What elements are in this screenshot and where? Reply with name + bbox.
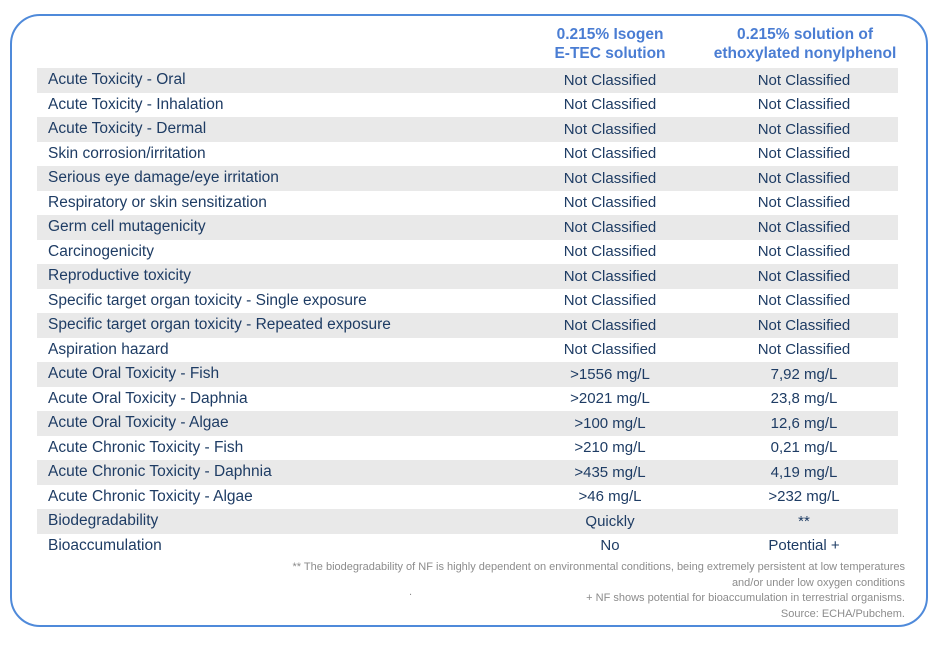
table-row: [37, 534, 898, 559]
row-value-isogen: Not Classified: [563, 292, 657, 310]
row-label: Acute Chronic Toxicity - Algae: [48, 487, 253, 505]
column-header-nonylphenol-line1: 0.215% solution of: [736, 26, 874, 43]
row-value-nonylphenol: 12,6 mg/L: [770, 414, 838, 432]
row-value-isogen: Quickly: [585, 512, 635, 530]
table-row: [37, 509, 898, 534]
row-value-isogen: Not Classified: [563, 243, 657, 261]
table-row: [37, 411, 898, 436]
row-label: Biodegradability: [48, 512, 159, 530]
row-value-isogen: Not Classified: [563, 120, 657, 138]
row-value-nonylphenol: 0,21 mg/L: [770, 439, 838, 457]
table-row: [37, 166, 898, 191]
row-value-nonylphenol: **: [798, 512, 810, 530]
row-value-nonylphenol: Not Classified: [757, 120, 851, 138]
row-value-nonylphenol: Not Classified: [757, 145, 851, 163]
table-row: [37, 289, 898, 314]
row-label: Respiratory or skin sensitization: [48, 193, 267, 211]
row-label: Acute Toxicity - Inhalation: [48, 95, 224, 113]
footnote-bioaccumulation: + NF shows potential for bioaccumulation in terrestrial organisms.: [586, 592, 905, 604]
row-value-nonylphenol: 7,92 mg/L: [770, 365, 838, 383]
row-value-nonylphenol: Not Classified: [757, 267, 851, 285]
row-value-nonylphenol: Not Classified: [757, 194, 851, 212]
table-row: [37, 313, 898, 338]
row-value-isogen: Not Classified: [563, 169, 657, 187]
stray-period-mark: .: [409, 586, 413, 598]
row-label: Acute Toxicity - Oral: [48, 71, 186, 89]
row-value-isogen: Not Classified: [563, 145, 657, 163]
row-value-nonylphenol: Not Classified: [757, 71, 851, 89]
row-label: Germ cell mutagenicity: [48, 218, 206, 236]
footnote-biodegradability-line2: and/or under low oxygen conditions: [731, 576, 905, 589]
row-value-isogen: >210 mg/L: [574, 439, 646, 457]
footnotes: [293, 560, 905, 622]
table-row: [37, 93, 898, 118]
row-label: Acute Toxicity - Dermal: [48, 120, 207, 138]
row-value-isogen: >1556 mg/L: [570, 365, 650, 383]
column-header-isogen-line2: E-TEC solution: [554, 45, 666, 62]
row-value-isogen: Not Classified: [563, 316, 657, 334]
row-label: Specific target organ toxicity - Single exposure: [48, 291, 367, 309]
row-value-nonylphenol: Not Classified: [757, 243, 851, 261]
row-label: Acute Chronic Toxicity - Daphnia: [48, 463, 272, 481]
row-value-isogen: No: [600, 537, 620, 555]
table-row: [37, 485, 898, 510]
row-value-nonylphenol: Not Classified: [757, 292, 851, 310]
row-label: Bioaccumulation: [48, 536, 162, 554]
table-row: [37, 142, 898, 167]
row-label: Serious eye damage/eye irritation: [48, 169, 279, 187]
row-label: Acute Oral Toxicity - Daphnia: [48, 389, 248, 407]
row-value-isogen: >435 mg/L: [574, 463, 646, 481]
row-value-nonylphenol: Not Classified: [757, 218, 851, 236]
footnote-source: Source: ECHA/Pubchem.: [780, 607, 905, 620]
column-header-nonylphenol-line2: ethoxylated nonylphenol: [713, 45, 897, 62]
row-label: Acute Oral Toxicity - Fish: [48, 365, 220, 383]
row-value-isogen: Not Classified: [563, 218, 657, 236]
row-value-nonylphenol: Not Classified: [757, 96, 851, 114]
row-value-isogen: >2021 mg/L: [570, 390, 650, 408]
row-label: Acute Oral Toxicity - Algae: [48, 414, 229, 432]
row-value-isogen: >46 mg/L: [578, 488, 642, 506]
row-value-isogen: Not Classified: [563, 267, 657, 285]
table-row: [37, 362, 898, 387]
row-value-isogen: Not Classified: [563, 341, 657, 359]
row-label: Reproductive toxicity: [48, 267, 192, 285]
row-label: Specific target organ toxicity - Repeated exposure: [48, 316, 391, 334]
row-value-nonylphenol: 4,19 mg/L: [770, 463, 838, 481]
table-row: [37, 117, 898, 142]
row-value-nonylphenol: Not Classified: [757, 169, 851, 187]
table-row: [37, 387, 898, 412]
column-header-nonylphenol: [685, 25, 925, 63]
row-value-isogen: Not Classified: [563, 194, 657, 212]
toxicity-table-rows: [37, 68, 898, 558]
column-header-isogen-line1: 0.215% Isogen: [556, 26, 664, 43]
row-label: Aspiration hazard: [48, 340, 169, 358]
table-row: [37, 191, 898, 216]
table-row: [37, 436, 898, 461]
footnote-biodegradability-line1: ** The biodegradability of NF is highly dependent on environmental conditions, being extremely persistent at low temperatures: [292, 561, 905, 573]
table-row: [37, 240, 898, 265]
table-row: [37, 338, 898, 363]
table-row: [37, 68, 898, 93]
row-value-isogen: Not Classified: [563, 96, 657, 114]
row-label: Skin corrosion/irritation: [48, 144, 206, 162]
row-value-nonylphenol: Not Classified: [757, 341, 851, 359]
row-value-isogen: Not Classified: [563, 71, 657, 89]
row-value-nonylphenol: >232 mg/L: [768, 488, 840, 506]
row-value-nonylphenol: 23,8 mg/L: [770, 390, 838, 408]
table-row: [37, 215, 898, 240]
row-value-isogen: >100 mg/L: [574, 414, 646, 432]
table-row: [37, 460, 898, 485]
row-label: Acute Chronic Toxicity - Fish: [48, 438, 244, 456]
table-row: [37, 264, 898, 289]
row-value-nonylphenol: Not Classified: [757, 316, 851, 334]
row-value-nonylphenol: Potential +: [768, 537, 840, 555]
row-label: Carcinogenicity: [48, 242, 154, 260]
toxicity-comparison-card: [10, 14, 928, 627]
